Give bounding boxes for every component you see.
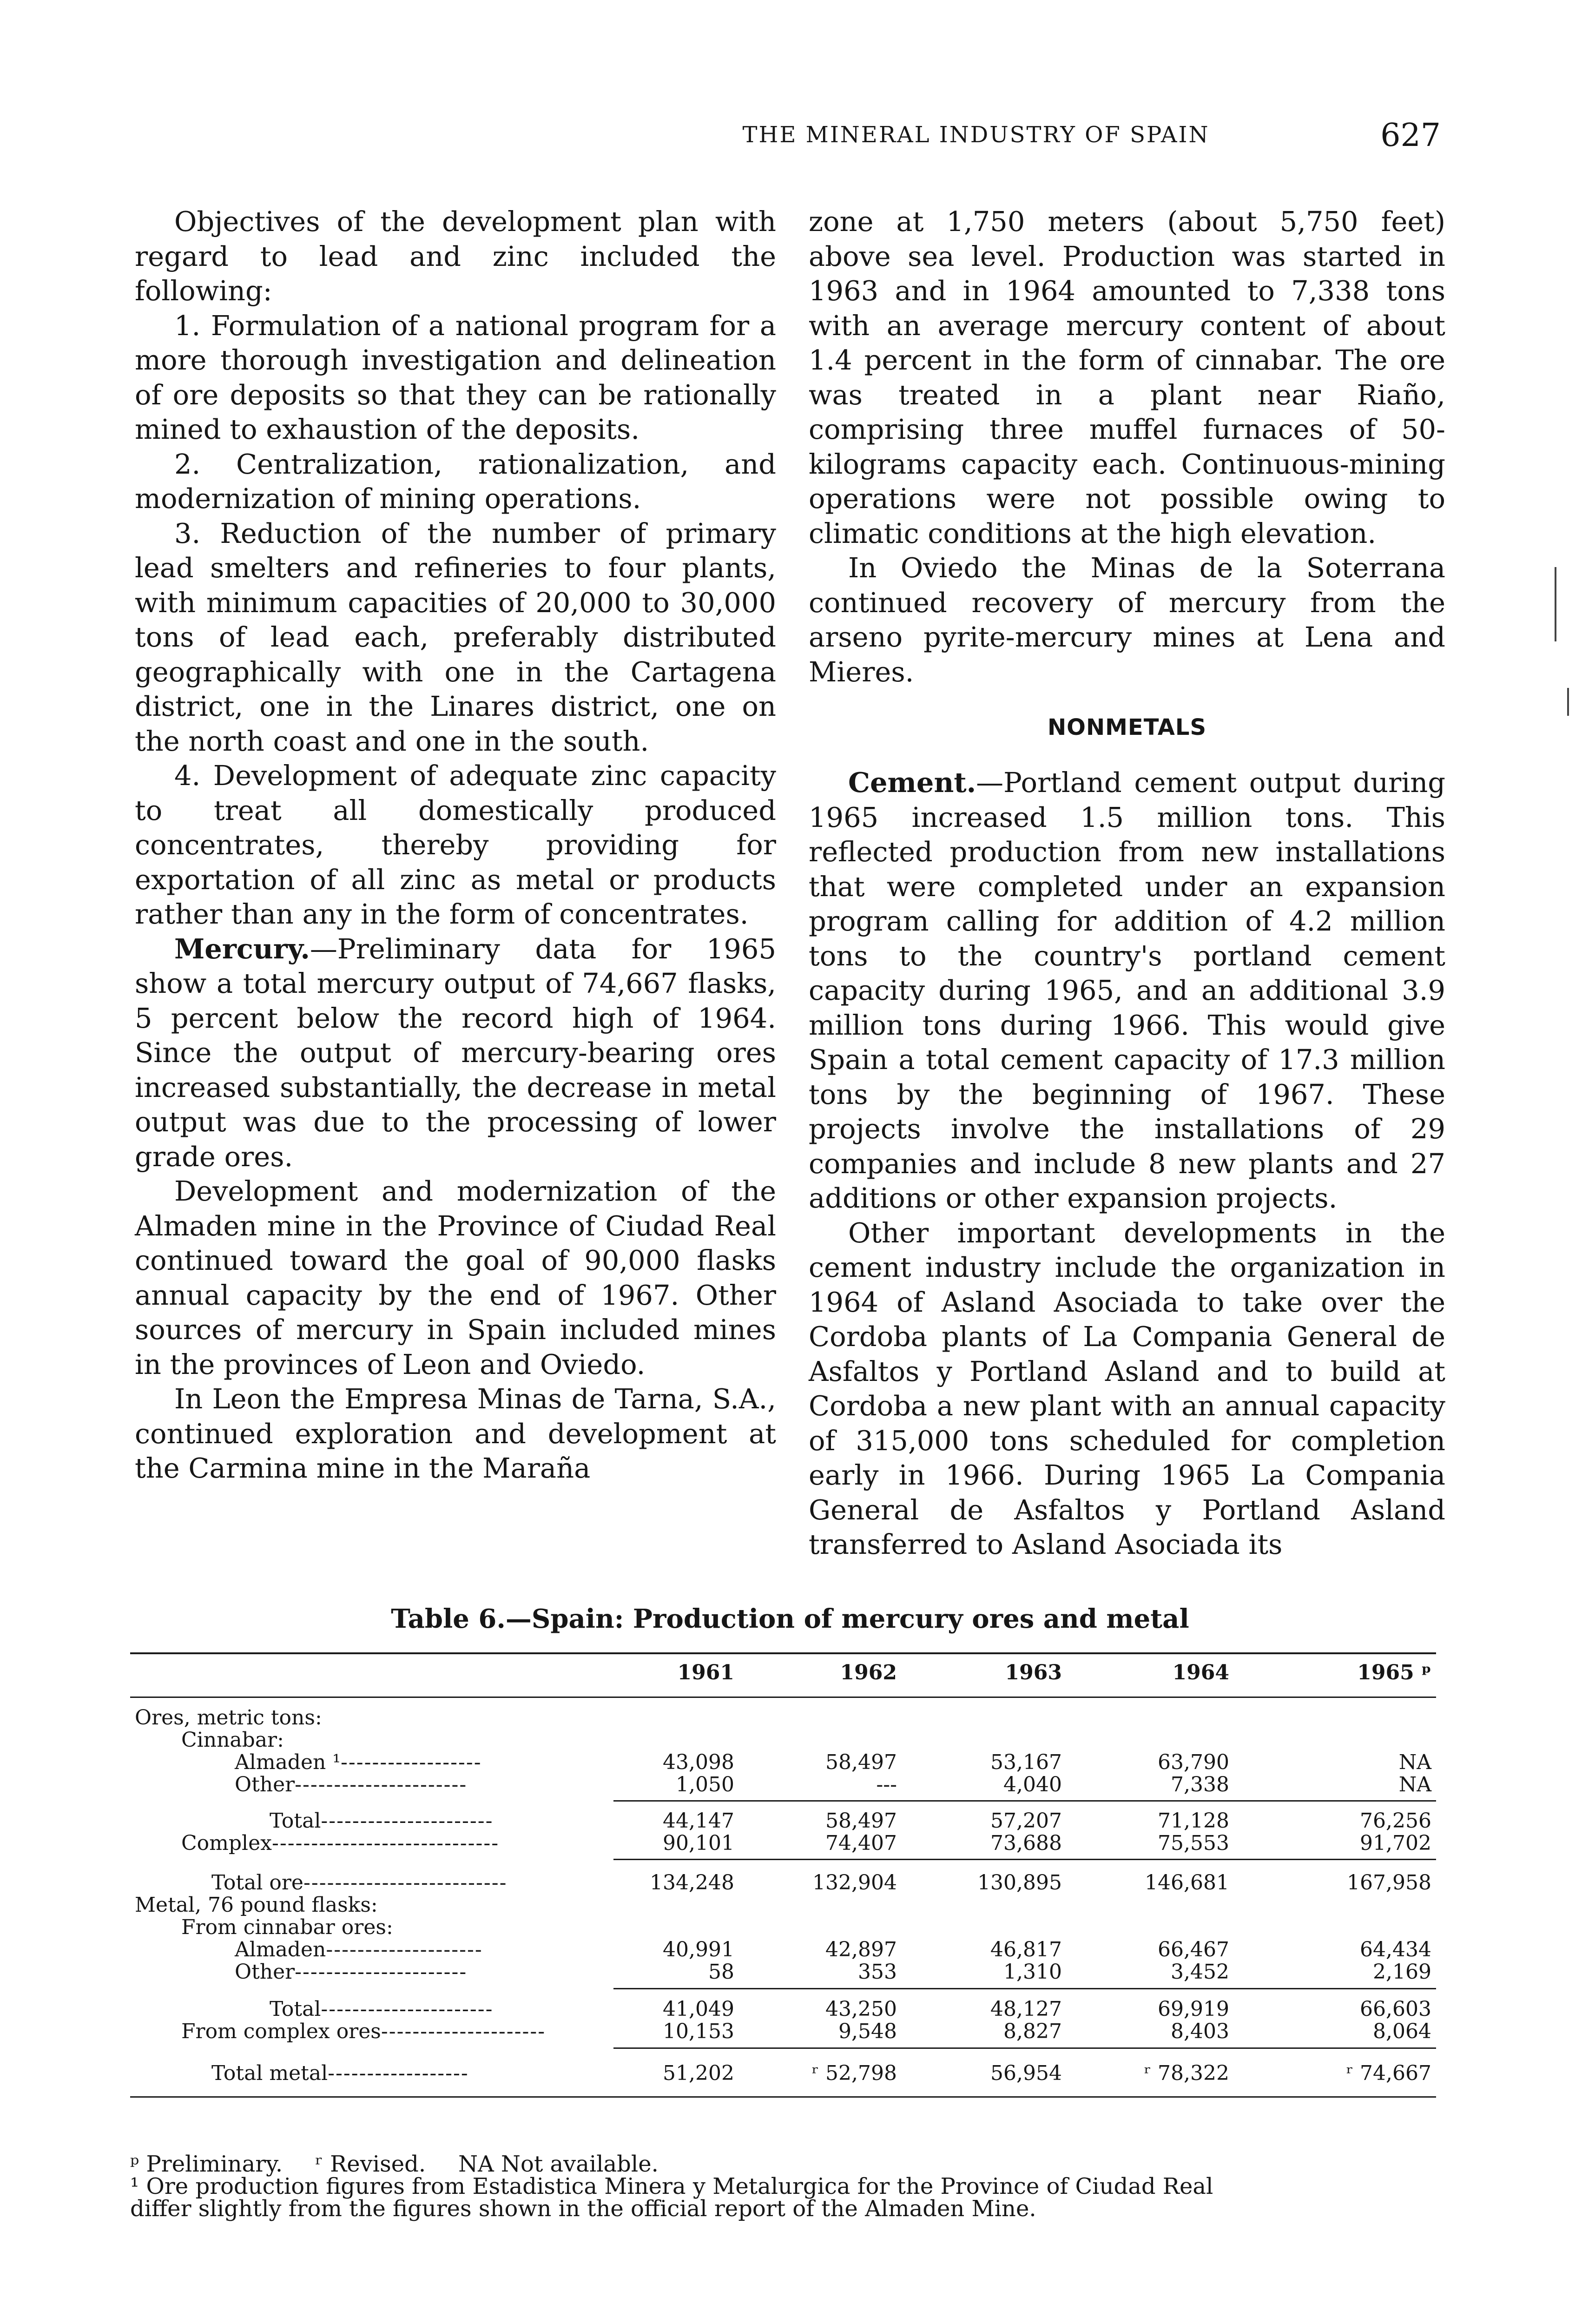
table-cell: --- <box>876 1773 897 1796</box>
column-header-1963: 1963 <box>1005 1661 1062 1684</box>
table-cell: 63,790 <box>1158 1750 1229 1774</box>
table-cell: 1,310 <box>1003 1960 1062 1984</box>
footnote-1: ¹ Ore production figures from Estadistica Minera y Metalurgica for the Province of Ciudad Real <box>130 2173 1213 2199</box>
table-row <box>130 1997 1436 2021</box>
table-cell: 53,167 <box>990 1750 1062 1774</box>
scan-artifact-line <box>1567 688 1569 716</box>
leader-dots: ---------------------- <box>321 1809 494 1833</box>
table-cell: 46,817 <box>990 1938 1062 1961</box>
page-number: 627 <box>1380 117 1441 154</box>
table-header-rule <box>130 1697 1436 1698</box>
paragraph: Other important developments in the cement industry include the organization in 1964 of Asland Asociada to take over the Cordoba plants of La Compania General de Asfaltos y Portland Asland and to build at Cordoba a new plant with an annual capacity of 315,000 tons scheduled for completion early in 1966. During 1965 La Compania General de Asfaltos y Portland Asland transferred to Asland Asociada its <box>809 1216 1445 1560</box>
subtotal-rule <box>613 1859 1436 1860</box>
table-cell: 146,681 <box>1145 1871 1229 1895</box>
table-cell: 90,101 <box>663 1831 734 1855</box>
paragraph-mercury <box>135 932 776 1175</box>
paragraph-text: —Preliminary data for 1965 show a total mercury output of 74,667 flasks, 5 percent below the record high of 1964. Since the output of mercury-bearing ores increased substantially, the decrease in metal output was due to the processing of lower grade ores. <box>135 932 776 1173</box>
leader-dots: ---------------------- <box>321 1997 494 2021</box>
table-cell: 64,434 <box>1360 1938 1431 1961</box>
left-column <box>135 205 776 1486</box>
table-row <box>130 1773 1436 1797</box>
row-label: Metal, 76 pound flasks: <box>135 1893 378 1917</box>
table-cell: 69,919 <box>1158 1997 1229 2021</box>
paragraph: In Oviedo the Minas de la Soterrana continued recovery of mercury from the arseno pyrite-mercury mines at Lena and Mieres. <box>809 552 1445 688</box>
footnote-revised: ʳ Revised. <box>315 2151 426 2177</box>
row-label: Ores, metric tons: <box>135 1706 322 1730</box>
table-cell: 43,250 <box>825 1997 897 2021</box>
row-label: From cinnabar ores: <box>181 1915 393 1939</box>
leader-dots: ------------------ <box>340 1750 482 1774</box>
leader-dots: -------------------- <box>326 1938 483 1961</box>
column-header-1962: 1962 <box>840 1661 897 1684</box>
row-label: Almaden <box>235 1938 326 1961</box>
list-item: 4. Development of adequate zinc capacity to treat all domestically produced concentrates, thereby providing for exportation of all zinc as metal or products rather than any in the form of concentrates. <box>135 759 776 930</box>
column-header-1961: 1961 <box>677 1661 734 1684</box>
table-title: Table 6.—Spain: Production of mercury ores and metal <box>391 1604 1189 1634</box>
table-cell: 167,958 <box>1347 1871 1431 1895</box>
table-row <box>130 1871 1436 1895</box>
table-cell: 74,407 <box>825 1831 897 1855</box>
table-row <box>130 1915 1436 1940</box>
table-cell: 2,169 <box>1373 1960 1431 1984</box>
row-label: Almaden ¹ <box>235 1750 341 1774</box>
row-label: Other <box>235 1960 295 1984</box>
table-row <box>130 2061 1436 2086</box>
table-cell: 71,128 <box>1158 1809 1229 1833</box>
paragraph-cement <box>809 766 1445 1216</box>
table-cell: 8,064 <box>1373 2020 1431 2043</box>
table-cell: 66,603 <box>1360 1997 1431 2021</box>
footnote-legend <box>130 2153 1450 2175</box>
table-cell: 130,895 <box>977 1871 1062 1895</box>
right-column <box>809 205 1445 1562</box>
table-row <box>130 1938 1436 1962</box>
table-row <box>130 1706 1436 1730</box>
table-cell: 75,553 <box>1158 1831 1229 1855</box>
table-cell: 9,548 <box>838 2020 897 2043</box>
table-cell: 8,403 <box>1171 2020 1229 2043</box>
table-cell: 132,904 <box>812 1871 897 1895</box>
table-cell: 41,049 <box>663 1997 734 2021</box>
table-cell: 134,248 <box>650 1871 734 1895</box>
table-cell: 3,452 <box>1171 1960 1229 1984</box>
row-label: Cinnabar: <box>181 1728 284 1752</box>
table-cell: 42,897 <box>825 1938 897 1961</box>
paragraph: Objectives of the development plan with regard to lead and zinc included the following: <box>135 205 776 307</box>
row-label: Total ore <box>211 1871 303 1895</box>
table-top-rule <box>130 1652 1436 1654</box>
table-cell: 10,153 <box>663 2020 734 2043</box>
run-in-heading: Mercury. <box>174 932 310 965</box>
paragraph: Development and modernization of the Almaden mine in the Province of Ciudad Real continued toward the goal of 90,000 flasks annual capacity by the end of 1967. Other sources of mercury in Spain included mines in the provinces of Leon and Oviedo. <box>135 1175 776 1380</box>
subtotal-rule <box>613 1800 1436 1802</box>
table-cell: NA <box>1398 1773 1431 1796</box>
column-header-1965: 1965 ᵖ <box>1357 1661 1431 1684</box>
table-cell: 91,702 <box>1360 1831 1431 1855</box>
table-cell: 58 <box>708 1960 734 1984</box>
footnote-preliminary: ᵖ Preliminary. <box>130 2151 283 2177</box>
table-bottom-rule <box>130 2096 1436 2098</box>
table-row <box>130 2020 1436 2044</box>
leader-dots: ----------------------------- <box>271 1831 500 1855</box>
row-label: Other <box>235 1773 295 1796</box>
running-header: THE MINERAL INDUSTRY OF SPAIN <box>742 122 1210 148</box>
table-cell: 48,127 <box>990 1997 1062 2021</box>
table-header-row <box>130 1661 1436 1693</box>
row-label: Complex <box>181 1831 272 1855</box>
table-cell: 58,497 <box>825 1809 897 1833</box>
table-row <box>130 1960 1436 1984</box>
table-row <box>130 1831 1436 1855</box>
table-cell: NA <box>1398 1750 1431 1774</box>
table-cell: 43,098 <box>663 1750 734 1774</box>
section-heading: NONMETALS <box>1047 714 1207 740</box>
leader-dots: ---------------------- <box>295 1773 468 1796</box>
subtotal-rule <box>613 1988 1436 1989</box>
table-row <box>130 1809 1436 1833</box>
table-row <box>130 1893 1436 1917</box>
footnote-na: NA Not available. <box>458 2151 659 2177</box>
paragraph: zone at 1,750 meters (about 5,750 feet) above sea level. Production was started in 1963 and in 1964 amounted to 7,338 tons with an average mercury content of about 1.4 percent in the form of cinnabar. The ore was treated in a plant near Riaño, comprising three muffel furnaces of 50-kilograms capacity each. Continuous-mining operations were not possible owing to climatic conditions at the high elevation. <box>809 205 1445 549</box>
paragraph: In Leon the Empresa Minas de Tarna, S.A., continued exploration and development at the Carmina mine in the Maraña <box>135 1383 776 1484</box>
column-header-1964: 1964 <box>1172 1661 1229 1684</box>
table-cell: 44,147 <box>663 1809 734 1833</box>
subtotal-rule <box>613 2047 1436 2049</box>
run-in-heading: Cement. <box>848 766 976 799</box>
row-label: Total <box>270 1997 321 2021</box>
table-cell: ʳ 74,667 <box>1346 2061 1431 2085</box>
table-cell: 51,202 <box>663 2061 734 2085</box>
table-cell: 57,207 <box>990 1809 1062 1833</box>
table-cell: ʳ 78,322 <box>1144 2061 1229 2085</box>
paragraph-text: —Portland cement output during 1965 increased 1.5 million tons. This reflected production from new installations that were completed under an expansion program calling for addition of 4.2 million tons to the country's portland cement capacity during 1965, and an additional 3.9 million tons during 1966. This would give Spain a total cement capacity of 17.3 million tons by the beginning of 1967. These projects involve the installations of 29 companies and include 8 new plants and 27 additions or other expansion projects. <box>809 766 1445 1214</box>
table-cell: 7,338 <box>1171 1773 1229 1796</box>
leader-dots: ---------------------- <box>295 1960 468 1984</box>
leader-dots: --------------------- <box>381 2020 546 2043</box>
table-cell: 76,256 <box>1360 1809 1431 1833</box>
footnote-1-continued: differ slightly from the figures shown in the official report of the Almaden Mine. <box>130 2196 1036 2222</box>
table-row <box>130 1728 1436 1752</box>
table-cell: 8,827 <box>1003 2020 1062 2043</box>
list-item: 2. Centralization, rationalization, and modernization of mining operations. <box>135 448 776 515</box>
row-label: Total metal <box>211 2061 328 2085</box>
table-cell: 4,040 <box>1003 1773 1062 1796</box>
table-cell: 353 <box>858 1960 897 1984</box>
table-cell: 56,954 <box>990 2061 1062 2085</box>
list-item: 1. Formulation of a national program for a more thorough investigation and delineation of ore deposits so that they can be rationally mined to exhaustion of the deposits. <box>135 309 776 445</box>
leader-dots: -------------------------- <box>303 1871 508 1895</box>
table-cell: 58,497 <box>825 1750 897 1774</box>
table-cell: 1,050 <box>676 1773 734 1796</box>
row-label: Total <box>270 1809 321 1833</box>
table-row <box>130 1750 1436 1775</box>
table-cell: 66,467 <box>1158 1938 1229 1961</box>
row-label: From complex ores <box>181 2020 381 2043</box>
table-cell: ʳ 52,798 <box>811 2061 897 2085</box>
scan-artifact-line <box>1555 567 1556 641</box>
table-cell: 40,991 <box>663 1938 734 1961</box>
leader-dots: ------------------ <box>328 2061 469 2085</box>
table-cell: 73,688 <box>990 1831 1062 1855</box>
list-item: 3. Reduction of the number of primary lead smelters and refineries to four plants, with minimum capacities of 20,000 to 30,000 tons of lead each, preferably distributed geographically with one in the Cartagena district, one in the Linares district, one on the north coast and one in the south. <box>135 517 776 757</box>
